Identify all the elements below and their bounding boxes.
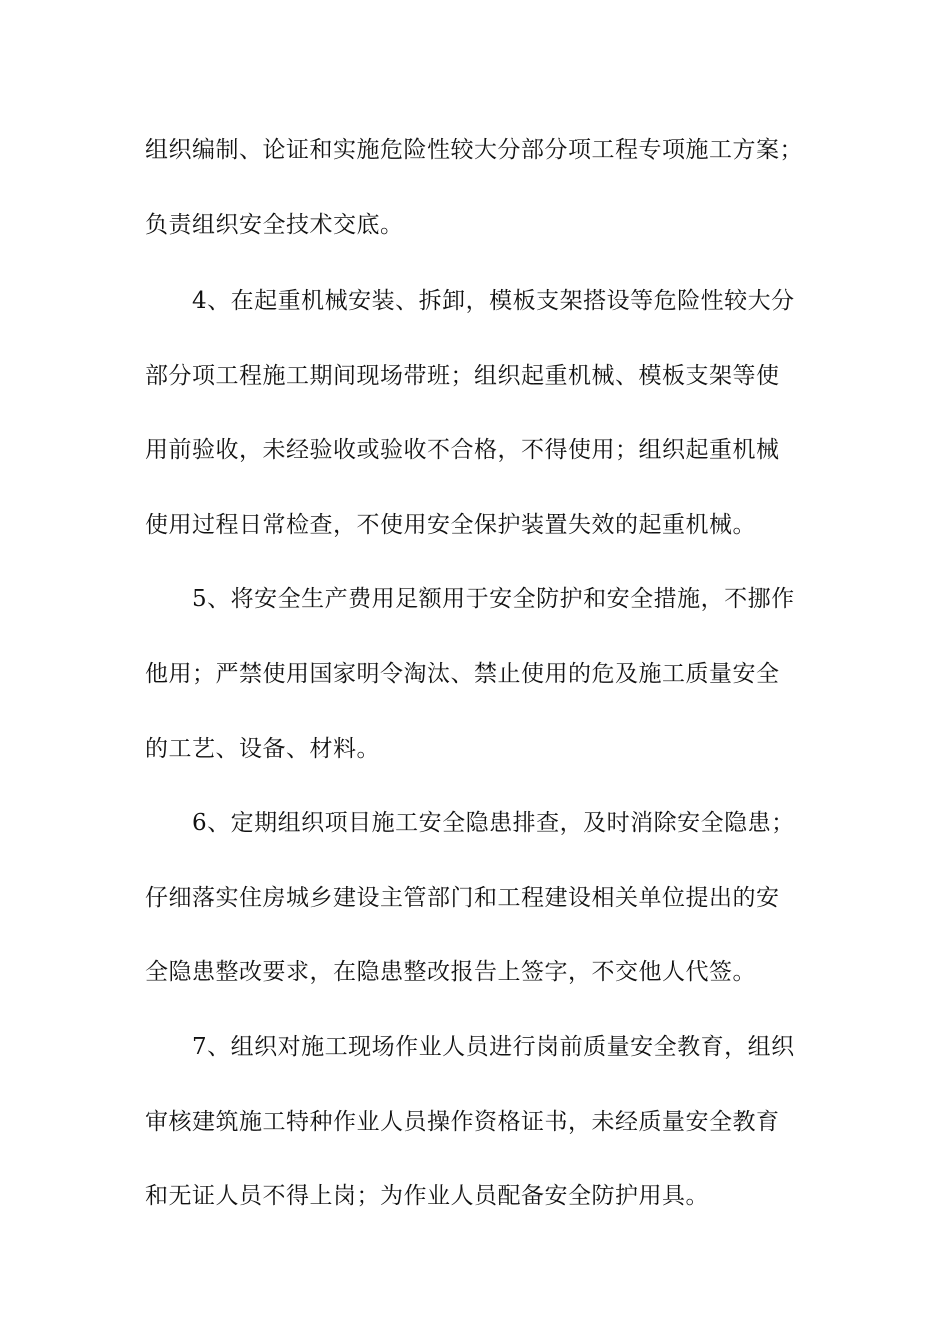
text-line: 的工艺、设备、材料。 [145,736,380,762]
paragraph-6-start: 6、定期组织项目施工安全隐患排查，及时消除安全隐患； [192,810,795,836]
text-line: 审核建筑施工特种作业人员操作资格证书，未经质量安全教育 [145,1109,780,1135]
paragraph-5-start: 5、将安全生产费用足额用于安全防护和安全措施，不挪作 [192,586,795,612]
paragraph-4-start: 4、在起重机械安装、拆卸，模板支架搭设等危险性较大分 [192,288,795,314]
text-line: 全隐患整改要求，在隐患整改报告上签字，不交他人代签。 [145,959,756,985]
text-line: 负责组织安全技术交底。 [145,212,404,238]
text-line: 仔细落实住房城乡建设主管部门和工程建设相关单位提出的安 [145,885,780,911]
paragraph-7-start: 7、组织对施工现场作业人员进行岗前质量安全教育，组织 [192,1034,795,1060]
text-line: 部分项工程施工期间现场带班；组织起重机械、模板支架等使 [145,363,780,389]
text-line: 他用；严禁使用国家明令淘汰、禁止使用的危及施工质量安全 [145,661,780,687]
text-line: 使用过程日常检查，不使用安全保护装置失效的起重机械。 [145,512,756,538]
text-line: 和无证人员不得上岗；为作业人员配备安全防护用具。 [145,1183,709,1209]
text-line: 用前验收，未经验收或验收不合格，不得使用；组织起重机械 [145,437,780,463]
text-line: 组织编制、论证和实施危险性较大分部分项工程专项施工方案； [145,137,803,163]
